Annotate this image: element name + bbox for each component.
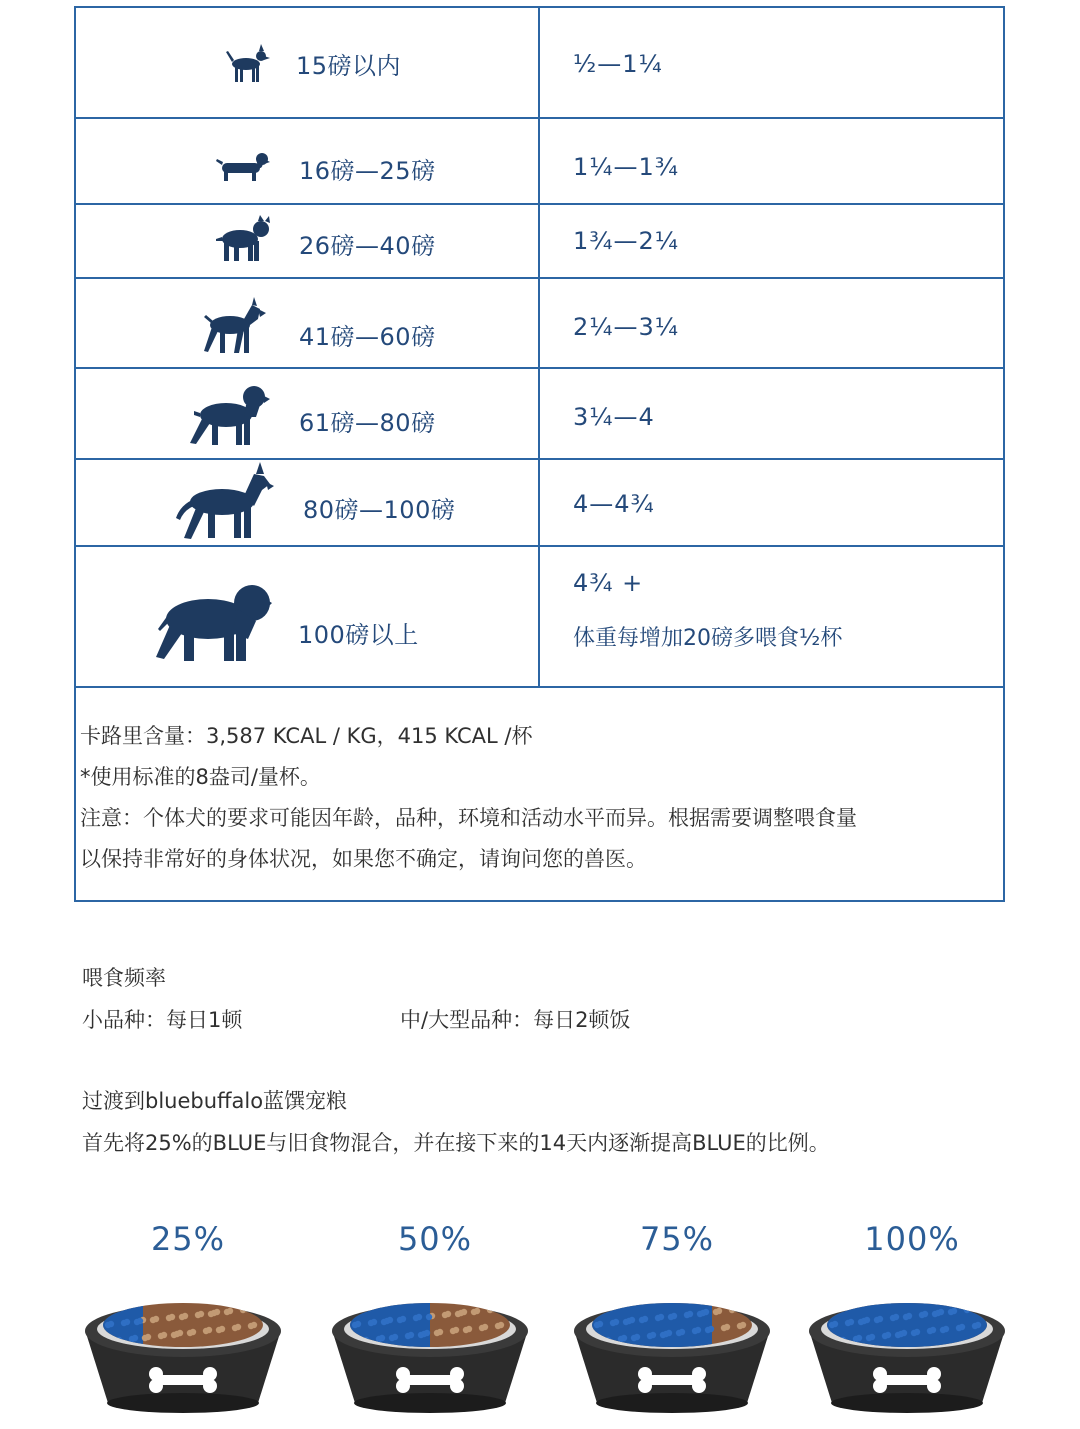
kibble	[919, 1312, 925, 1318]
kibble	[442, 1312, 448, 1318]
weight-label: 26磅—40磅	[299, 232, 436, 260]
weight-label: 80磅—100磅	[303, 496, 456, 524]
kibble	[216, 1327, 222, 1333]
small-breed-frequency: 小品种：每日1顿	[82, 1008, 243, 1032]
bowl-base	[596, 1393, 748, 1413]
kibble	[737, 1323, 743, 1329]
kibble	[742, 1306, 748, 1312]
frequency-title: 喂食频率	[82, 966, 166, 990]
kibble	[381, 1319, 387, 1325]
large-breed-frequency: 中/大型品种：每日2顿饭	[400, 1008, 631, 1032]
kibble	[471, 1309, 477, 1315]
cups-label: ½—1¼	[573, 50, 663, 78]
kibble	[972, 1323, 978, 1329]
kibble	[623, 1319, 629, 1325]
cups-cell	[540, 279, 1003, 367]
cups-label: 3¼—4	[573, 403, 655, 431]
table-row	[76, 8, 1003, 119]
kibble	[224, 1309, 230, 1315]
cups-cell	[540, 119, 1003, 203]
bowl-base	[107, 1393, 259, 1413]
kibble	[129, 1336, 135, 1342]
kibble	[890, 1315, 896, 1321]
cups-label: 1¾—2¼	[573, 227, 680, 255]
kibble	[405, 1333, 411, 1339]
kibble	[932, 1311, 938, 1317]
boxer-icon	[200, 297, 266, 357]
kibble	[360, 1304, 366, 1310]
kibble	[208, 1311, 214, 1317]
kibble	[592, 1304, 598, 1310]
kibble	[845, 1320, 851, 1326]
kibble	[166, 1315, 172, 1321]
kibble	[948, 1309, 954, 1315]
cups-label: 4¾ +	[573, 569, 644, 597]
mastiff-icon	[152, 581, 272, 665]
kibble	[500, 1306, 506, 1312]
kibble	[940, 1327, 946, 1333]
kibble	[376, 1336, 382, 1342]
kibble	[639, 1317, 645, 1323]
kibble	[660, 1332, 666, 1338]
table-row	[76, 369, 1003, 460]
kibble	[610, 1320, 616, 1326]
small-dog-icon	[226, 44, 270, 84]
kibble	[853, 1336, 859, 1342]
kibble	[866, 1335, 872, 1341]
kibble	[745, 1305, 751, 1311]
kibble	[503, 1305, 509, 1311]
kibble	[729, 1307, 735, 1313]
weight-label: 15磅以内	[296, 52, 402, 80]
kibble	[882, 1333, 888, 1339]
weight-cell	[76, 279, 540, 367]
weight-label: 41磅—60磅	[299, 323, 436, 351]
kibble	[903, 1314, 909, 1320]
kibble	[911, 1330, 917, 1336]
kibble	[195, 1312, 201, 1318]
table-row	[76, 119, 1003, 205]
nutrition-notes	[76, 688, 1003, 900]
kibble	[631, 1335, 637, 1341]
bowl-percent-label: 100%	[864, 1220, 960, 1258]
table-row	[76, 279, 1003, 369]
cups-label: 2¼—3¼	[573, 313, 680, 341]
cups-cell	[540, 460, 1003, 545]
transition-title: 过渡到bluebuffalo蓝馔宠粮	[82, 1089, 348, 1113]
kibble	[103, 1304, 109, 1310]
kibble	[495, 1323, 501, 1329]
bowl-percent-label: 75%	[639, 1220, 715, 1258]
kibble	[618, 1336, 624, 1342]
kibble	[368, 1320, 374, 1326]
bowl-base	[831, 1393, 983, 1413]
kibble	[158, 1333, 164, 1339]
bowl-percent-label: 50%	[397, 1220, 473, 1258]
kibble	[676, 1330, 682, 1336]
table-row	[76, 547, 1003, 688]
food-bowl	[78, 1285, 288, 1415]
bulldog-icon	[216, 215, 272, 263]
kibble	[203, 1328, 209, 1334]
kibble	[668, 1314, 674, 1320]
calorie-note: 卡路里含量：3,587 KCAL / KG，415 KCAL /杯	[80, 724, 533, 748]
kibble	[105, 1322, 111, 1328]
kibble	[594, 1322, 600, 1328]
transition-description: 首先将25%的BLUE与旧食物混合，并在接下来的14天内逐渐提高BLUE的比例。	[82, 1131, 830, 1155]
kibble	[479, 1325, 485, 1331]
kibble	[655, 1315, 661, 1321]
weight-cell	[76, 460, 540, 545]
kibble	[692, 1328, 698, 1334]
kibble	[927, 1328, 933, 1334]
cups-cell	[540, 8, 1003, 117]
kibble	[858, 1319, 864, 1325]
kibble	[150, 1317, 156, 1323]
kibble	[602, 1304, 608, 1310]
kibble	[705, 1327, 711, 1333]
caution-note-continued: 以保持非常好的身体状况，如果您不确定，请询问您的兽医。	[80, 847, 647, 871]
kibble	[134, 1319, 140, 1325]
kibble	[837, 1304, 843, 1310]
cups-label: 1¼—1¾	[573, 153, 680, 181]
kibble	[874, 1317, 880, 1323]
feeding-table	[74, 6, 1005, 902]
kibble	[487, 1307, 493, 1313]
kibble	[977, 1306, 983, 1312]
kibble	[964, 1307, 970, 1313]
kibble	[827, 1304, 833, 1310]
kibble	[350, 1304, 356, 1310]
bowl-percent-label: 25%	[150, 1220, 226, 1258]
kibble	[721, 1325, 727, 1331]
kibble	[248, 1323, 254, 1329]
weight-label: 61磅—80磅	[299, 409, 436, 437]
kibble	[697, 1311, 703, 1317]
kibble	[256, 1305, 262, 1311]
kibble	[142, 1335, 148, 1341]
kibble	[647, 1333, 653, 1339]
food-bowl	[567, 1285, 777, 1415]
kibble	[463, 1327, 469, 1333]
kibble	[980, 1305, 986, 1311]
weight-cell	[76, 8, 540, 117]
kibble	[895, 1332, 901, 1338]
kibble	[352, 1322, 358, 1328]
rottweiler-icon	[186, 381, 270, 447]
kibble	[113, 1304, 119, 1310]
cups-cell	[540, 205, 1003, 277]
kibble	[450, 1328, 456, 1334]
weight-label: 100磅以上	[298, 621, 419, 649]
weight-cell	[76, 547, 540, 686]
kibble	[684, 1312, 690, 1318]
kibble	[413, 1315, 419, 1321]
table-row	[76, 205, 1003, 279]
kibble	[121, 1320, 127, 1326]
cups-cell	[540, 547, 1003, 686]
caution-note: 注意：个体犬的要求可能因年龄，品种，环境和活动水平而异。根据需要调整喂食量	[80, 806, 857, 830]
weight-cell	[76, 119, 540, 203]
kibble	[713, 1309, 719, 1315]
cups-note: 体重每增加20磅多喂食½杯	[573, 626, 843, 651]
kibble	[426, 1314, 432, 1320]
kibble	[179, 1314, 185, 1320]
kibble	[418, 1332, 424, 1338]
kibble	[187, 1330, 193, 1336]
kibble	[389, 1335, 395, 1341]
kibble	[434, 1330, 440, 1336]
cups-label: 4—4¾	[573, 490, 655, 518]
kibble	[829, 1322, 835, 1328]
food-bowl	[325, 1285, 535, 1415]
kibble	[253, 1306, 259, 1312]
kibble	[240, 1307, 246, 1313]
kibble	[956, 1325, 962, 1331]
kibble	[455, 1311, 461, 1317]
kibble	[232, 1325, 238, 1331]
weight-cell	[76, 205, 540, 277]
shepherd-icon	[174, 462, 274, 542]
kibble	[397, 1317, 403, 1323]
kibble	[171, 1332, 177, 1338]
weight-cell	[76, 369, 540, 458]
food-bowl	[802, 1285, 1012, 1415]
table-row	[76, 460, 1003, 547]
bowl-base	[354, 1393, 506, 1413]
cups-cell	[540, 369, 1003, 458]
weight-label: 16磅—25磅	[299, 157, 436, 185]
cup-note: *使用标准的8盎司/量杯。	[80, 765, 321, 789]
dachshund-icon	[216, 149, 270, 185]
